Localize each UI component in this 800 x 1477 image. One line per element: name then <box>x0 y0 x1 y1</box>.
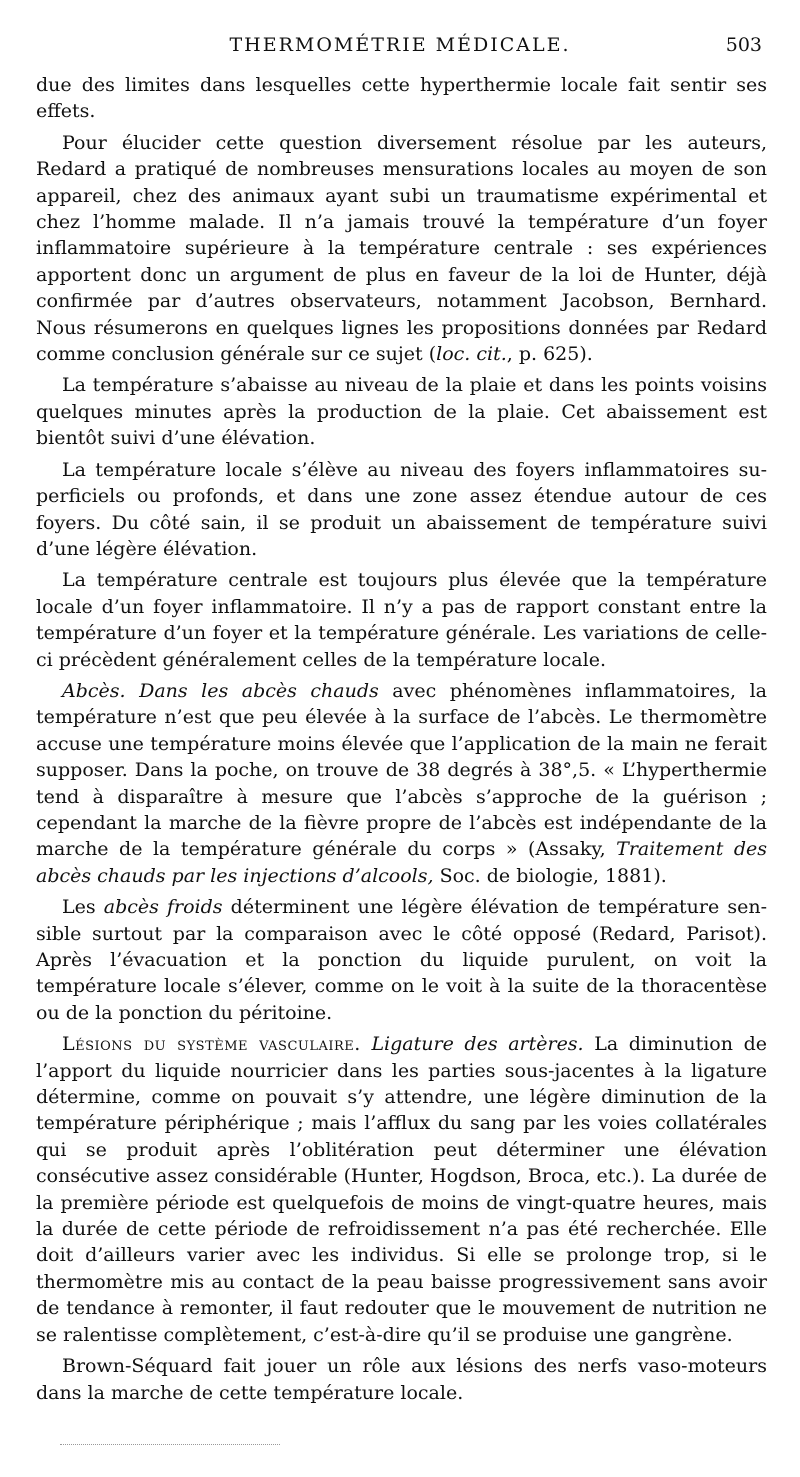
running-title: THERMOMÉTRIE MÉDICALE. <box>229 34 571 56</box>
paragraph <box>36 1353 767 1406</box>
text-run: due des limites dans lesquelles cette hyperthermie locale fait sentir ses effets. <box>36 74 767 123</box>
paragraph <box>36 457 767 563</box>
paragraph <box>36 894 767 1026</box>
text-run: La température locale s’élève au niveau des foyers inflammatoires superficiels ou profonds, et dans une zone assez étendue autour de ces foyers. Du côté sain, il se produit un abaissement de température suivi d’une légère élévation. <box>36 458 767 560</box>
text-run: Brown-Séquard fait jouer un rôle aux lésions des nerfs vaso-moteurs dans la marche de cette température locale. <box>36 1355 767 1404</box>
section-heading: Lésions du système vasculaire. <box>62 1033 361 1056</box>
text-run: La température s’abaisse au niveau de la plaie et dans les points voisins quelques minutes après la production de la plaie. Cet abaissement est bientôt suivi d’une élévation. <box>36 374 767 450</box>
text-run: Les <box>62 896 104 919</box>
italic-text: Dans les abcès chauds <box>139 679 379 702</box>
paragraph <box>36 130 767 368</box>
paragraph <box>36 678 767 889</box>
paragraph <box>36 72 767 125</box>
text-run: déterminent une légère élévation de température sensible surtout par la comparaison avec le côté opposé (Redard, Parisot). Après l’évacuation et la ponction du liquide purulent, on voit la température locale s’élever, comme on le voit à la suite de la thoracentèse ou de la ponction du péritoine. <box>36 896 767 1024</box>
text-run: Pour élucider cette question diversement résolue par les auteurs, Redard a pratiqué de nombreuses mensurations locales au moyen de son appareil, chez des animaux ayant subi un traumatisme expérimental et chez l’homme malade. Il n’a jamais trouvé la température d’un foyer inflammatoire supérieure à la température centrale : ses expériences apportent donc un argument de plus en faveur de la loi de Hunter, déjà confirmée par d’autres observateurs, notamment Jacobson, Bernhard. Nous résumerons en quelques lignes les propositions données par Redard comme conclusion générale sur ce sujet ( <box>36 131 767 366</box>
text-run: avec phénomènes inflammatoires, la température n’est que peu élevée à la surface de l’abcès. Le thermomètre accuse une température moins élevée que l’application de la main ne ferait supposer. Dans la poche, on trouve de 38 degrés à 38°,5. « L’hyperthermie tend à disparaître à mesure que l’abcès s’approche de la guérison ; cependant la marche de la fièvre propre de l’abcès est indépendante de la marche de la température générale du corps » (Assaky, <box>36 679 767 861</box>
italic-text: Abcès. <box>62 679 126 702</box>
italic-text: Traitement des abcès chauds par les injections d’alcools, <box>36 838 767 887</box>
text-run: La température centrale est toujours plus élevée que la température locale d’un foyer inflammatoire. Il n’y a pas de rapport constant entre la température d’un foyer et la température générale. Les variations de celle-ci précèdent généralement celles de la température locale. <box>36 569 767 671</box>
text-run: La diminution de l’apport du liquide nourricier dans les parties sous-jacentes à la ligature détermine, comme on pouvait s’y attendre, une légère diminution de la température périphérique ; mais l’afflux du sang par les voies collatérales qui se produit après l’oblitération peut déterminer une élévation consécutive assez considérable (Hunter, Hogdson, Broca, etc.). La durée de la première période est quelquefois de moins de vingt-quatre heures, mais la durée de cette période de refroidissement n’a pas été recherchée. Elle doit d’ailleurs varier avec les individus. Si elle se prolonge trop, si le thermomètre mis au contact de la peau baisse progressivement sans avoir de tendance à remonter, il faut redouter que le mouvement de nutrition ne se ralentisse complètement, c’est-à-dire qu’il se produise une gangrène. <box>36 1033 767 1346</box>
paragraph <box>36 567 767 673</box>
running-header <box>0 34 800 62</box>
text-run <box>126 680 140 702</box>
italic-text: Ligature des artères. <box>371 1033 584 1056</box>
paragraph <box>36 1031 767 1348</box>
footer-rule <box>60 1444 280 1447</box>
paragraph <box>36 372 767 451</box>
text-run: Soc. de biologie, 1881). <box>433 864 667 887</box>
italic-text: abcès froids <box>103 896 223 919</box>
text-run: , p. 625). <box>506 343 593 366</box>
body-text <box>36 72 767 1411</box>
text-run <box>361 1033 372 1055</box>
page-number: 503 <box>725 34 762 56</box>
italic-text: loc. cit. <box>436 343 507 366</box>
